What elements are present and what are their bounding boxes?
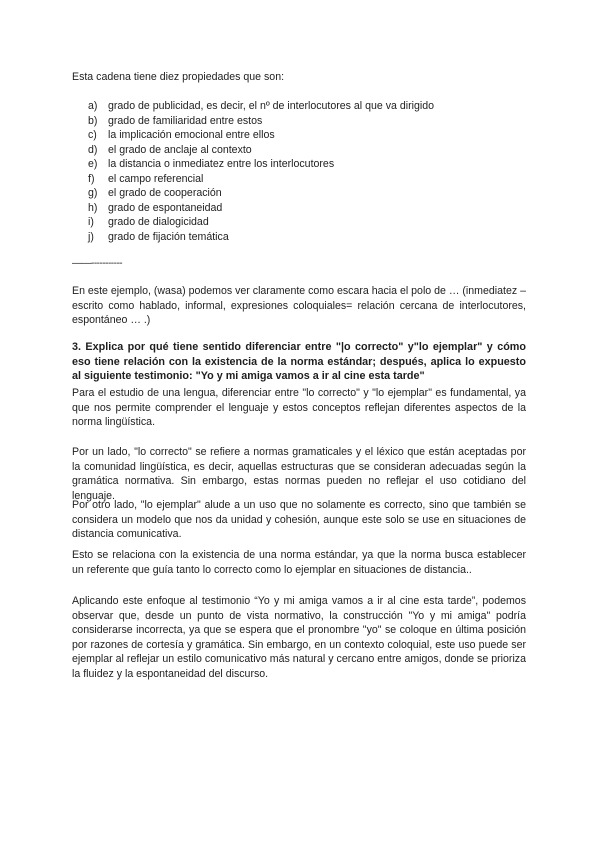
list-item-text: grado de publicidad, es decir, el nº de interlocutores al que va dirigido xyxy=(108,100,435,112)
list-marker: c) xyxy=(88,129,97,141)
list-item xyxy=(88,114,262,129)
list-item-text: la implicación emocional entre ellos xyxy=(108,129,275,141)
example-paragraph: En este ejemplo, (wasa) podemos ver claramente como escara hacia el polo de … (inmediatez – escrito como hablado, informal, expresiones coloquiales= relación cercana de interlocutores, espontáneo … .) xyxy=(72,285,526,327)
list-marker: b) xyxy=(88,114,98,127)
separator-line: ——----------- xyxy=(72,258,123,269)
list-item-text: el grado de cooperación xyxy=(108,187,222,199)
list-item xyxy=(88,157,334,172)
list-item-text: el grado de anclaje al contexto xyxy=(108,143,252,156)
answer-paragraph: Por otro lado, "lo ejemplar" alude a un uso que no solamente es correcto, sino que también se considera un modelo que nos da unidad y cohesión, aunque este solo se use en situaciones de distancia comunicativa. xyxy=(72,499,526,541)
list-marker: e) xyxy=(88,158,98,170)
list-item-text: el campo referencial xyxy=(108,172,204,185)
list-item xyxy=(88,215,209,230)
list-item xyxy=(88,186,222,201)
list-item-text: grado de espontaneidad xyxy=(108,201,223,214)
answer-paragraph: Esto se relaciona con la existencia de una norma estándar, ya que la norma busca establecer un referente que guía tanto lo correcto como lo ejemplar en situaciones de distancia.. xyxy=(72,549,526,576)
intro-text: Esta cadena tiene diez propiedades que son: xyxy=(72,71,285,83)
list-item xyxy=(88,143,252,158)
list-item xyxy=(88,172,203,187)
list-item xyxy=(88,99,434,114)
list-item-text: la distancia o inmediatez entre los interlocutores xyxy=(108,158,335,170)
answer-paragraph: Aplicando este enfoque al testimonio “Yo y mi amiga vamos a ir al cine esta tarde”, podemos observar que, desde un punto de vista normativo, la construcción "Yo y mi amiga" podría considerarse incorrecta, ya que se espera que el pronombre "yo" se coloque en última posición por razones de cortesía y gramática. Sin embargo, en un contexto coloquial, este uso puede ser ejemplar al reflejar un estilo comunicativo más natural y cercano entre amigos, donde se prioriza la fluidez y la espontaneidad del discurso. xyxy=(72,595,526,680)
list-item-text: grado de fijación temática xyxy=(108,230,229,243)
list-item xyxy=(88,201,222,216)
list-item xyxy=(88,128,275,143)
answer-paragraph: Para el estudio de una lengua, diferenciar entre "lo correcto" y "lo ejemplar" es fundamental, ya que nos permite comprender el lenguaje y estos conceptos reflejan diferentes aspectos de la norma lingüística. xyxy=(72,387,526,429)
question-heading: 3. Explica por qué tiene sentido diferenciar entre "|o correcto" y"lo ejemplar" y cómo eso tiene relación con la existencia de la norma estándar; después, aplica lo expuesto al siguiente testimonio: "Yo y mi amiga vamos a ir al cine esta tarde" xyxy=(72,341,526,383)
list-marker: j) xyxy=(88,230,94,243)
list-item xyxy=(88,230,229,245)
list-marker: h) xyxy=(88,201,98,214)
list-item-text: grado de familiaridad entre estos xyxy=(108,114,263,127)
list-marker: i) xyxy=(88,216,94,228)
list-marker: a) xyxy=(88,100,98,112)
list-item-text: grado de dialogicidad xyxy=(108,216,209,228)
answer-paragraph: Por un lado, "lo correcto" se refiere a normas gramaticales y el léxico que están aceptadas por la comunidad lingüística, es decir, aquellas estructuras que se consideran adecuadas según la gramática normativa. Sin embargo, estas normas pueden no reflejar el uso cotidiano del lenguaje. xyxy=(72,446,526,502)
list-marker: f) xyxy=(88,172,95,185)
list-marker: g) xyxy=(88,187,98,199)
list-marker: d) xyxy=(88,143,98,156)
